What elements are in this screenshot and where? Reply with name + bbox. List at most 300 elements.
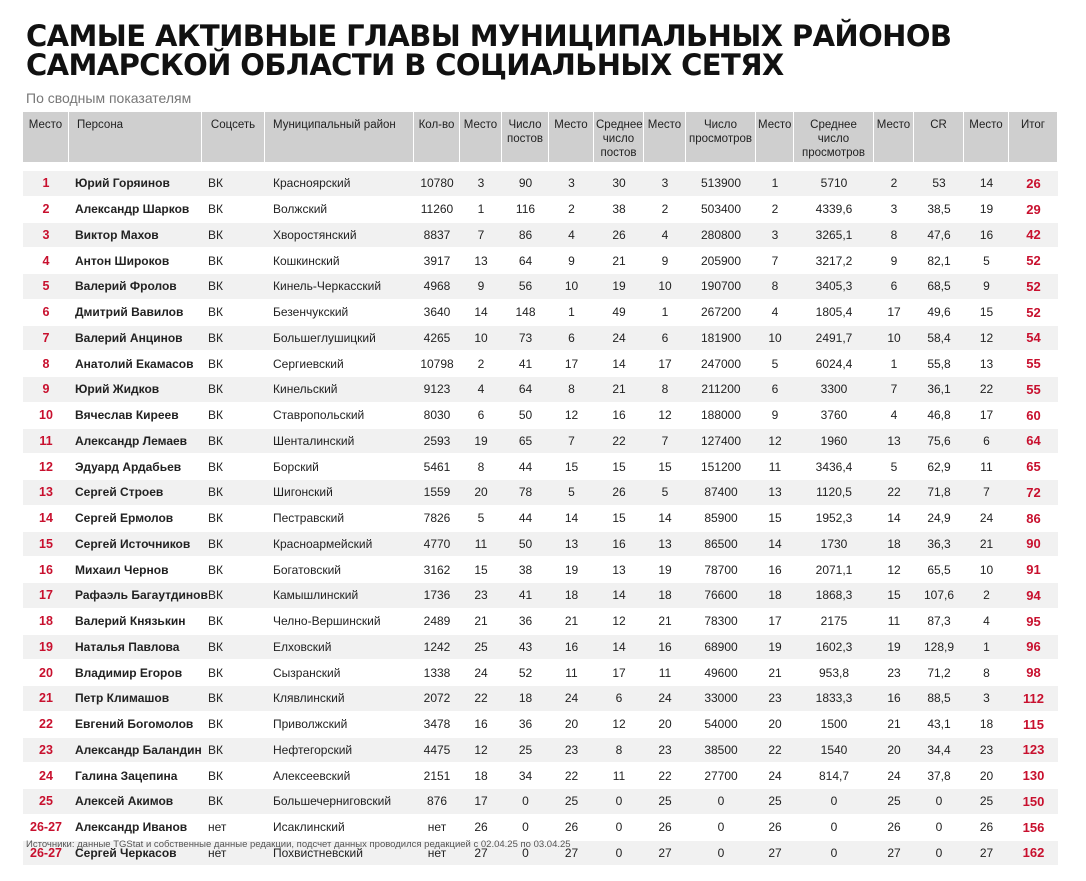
- cell-views: 87400: [686, 480, 756, 506]
- cell-place-cr: 9: [964, 274, 1009, 300]
- cell-place-posts: 18: [549, 583, 594, 609]
- cell-avg-views: 1868,3: [794, 583, 874, 609]
- cell-place-posts: 19: [549, 557, 594, 583]
- cell-place-count: 8: [460, 454, 502, 480]
- cell-social-network: ВК: [202, 326, 265, 352]
- cell-place-cr: 24: [964, 506, 1009, 532]
- cell-social-network: ВК: [202, 532, 265, 558]
- cell-social-network: нет: [202, 841, 265, 867]
- cell-place-views: 27: [756, 841, 794, 867]
- header-views: Число просмотров: [686, 112, 756, 162]
- cell-district: Шенталинский: [265, 429, 414, 455]
- cell-avg-views: 1540: [794, 738, 874, 764]
- cell-place-count: 24: [460, 660, 502, 686]
- cell-place-views: 9: [756, 403, 794, 429]
- cell-place-cr: 1: [964, 635, 1009, 661]
- cell-avg-views: 3436,4: [794, 454, 874, 480]
- cell-count: 8030: [414, 403, 460, 429]
- cell-person: Юрий Жидков: [69, 377, 202, 403]
- cell-place: 17: [23, 583, 69, 609]
- cell-place-cr: 25: [964, 789, 1009, 815]
- cell-person: Александр Иванов: [69, 815, 202, 841]
- cell-place-count: 17: [460, 789, 502, 815]
- cell-avg-posts: 0: [594, 789, 644, 815]
- cell-place-views: 15: [756, 506, 794, 532]
- cell-cr: 71,2: [914, 660, 964, 686]
- cell-district: Камышлинский: [265, 583, 414, 609]
- cell-posts: 44: [502, 454, 549, 480]
- cell-posts: 65: [502, 429, 549, 455]
- table-row: [23, 454, 1058, 480]
- cell-social-network: ВК: [202, 763, 265, 789]
- table-row: [23, 738, 1058, 764]
- source-note: Источники: данные TGStat и собственные данные редакции, подсчет данных проводился редакцией с 02.04.25 по 03.04.25: [26, 839, 571, 850]
- cell-posts: 116: [502, 197, 549, 223]
- cell-place-cr: 18: [964, 712, 1009, 738]
- cell-avg-posts: 16: [594, 532, 644, 558]
- table-row: [23, 506, 1058, 532]
- cell-social-network: ВК: [202, 557, 265, 583]
- cell-cr: 62,9: [914, 454, 964, 480]
- cell-place-avg-posts: 13: [644, 532, 686, 558]
- page-title: [26, 19, 952, 82]
- cell-cr: 47,6: [914, 223, 964, 249]
- cell-place: 14: [23, 506, 69, 532]
- cell-place-views: 3: [756, 223, 794, 249]
- cell-total: 64: [1009, 429, 1058, 455]
- cell-views: 0: [686, 789, 756, 815]
- cell-place: 3: [23, 223, 69, 249]
- cell-place-avg-views: 19: [874, 635, 914, 661]
- cell-person: Евгений Богомолов: [69, 712, 202, 738]
- cell-cr: 128,9: [914, 635, 964, 661]
- cell-views: 127400: [686, 429, 756, 455]
- cell-person: Сергей Строев: [69, 480, 202, 506]
- cell-avg-posts: 21: [594, 248, 644, 274]
- cell-count: 876: [414, 789, 460, 815]
- cell-place-cr: 6: [964, 429, 1009, 455]
- cell-avg-views: 2071,1: [794, 557, 874, 583]
- cell-place-views: 14: [756, 532, 794, 558]
- cell-count: 3162: [414, 557, 460, 583]
- cell-total: 130: [1009, 763, 1058, 789]
- cell-posts: 78: [502, 480, 549, 506]
- cell-cr: 38,5: [914, 197, 964, 223]
- cell-avg-views: 1952,3: [794, 506, 874, 532]
- cell-social-network: ВК: [202, 274, 265, 300]
- header-avg-posts: Среднее число постов: [594, 112, 644, 162]
- cell-total: 26: [1009, 171, 1058, 197]
- cell-person: Наталья Павлова: [69, 635, 202, 661]
- cell-avg-posts: 21: [594, 377, 644, 403]
- cell-total: 54: [1009, 326, 1058, 352]
- cell-posts: 43: [502, 635, 549, 661]
- table-row: [23, 197, 1058, 223]
- cell-place-count: 19: [460, 429, 502, 455]
- cell-social-network: ВК: [202, 171, 265, 197]
- cell-views: 76600: [686, 583, 756, 609]
- cell-social-network: ВК: [202, 686, 265, 712]
- cell-place-avg-views: 20: [874, 738, 914, 764]
- header-social-network: Соцсеть: [202, 112, 265, 162]
- cell-person: Виктор Махов: [69, 223, 202, 249]
- cell-place-cr: 12: [964, 326, 1009, 352]
- cell-social-network: ВК: [202, 454, 265, 480]
- cell-place-avg-views: 25: [874, 789, 914, 815]
- cell-place-views: 12: [756, 429, 794, 455]
- cell-place-posts: 21: [549, 609, 594, 635]
- cell-posts: 0: [502, 789, 549, 815]
- cell-total: 162: [1009, 841, 1058, 867]
- cell-avg-views: 1500: [794, 712, 874, 738]
- cell-avg-views: 1730: [794, 532, 874, 558]
- cell-place-avg-posts: 16: [644, 635, 686, 661]
- cell-total: 52: [1009, 274, 1058, 300]
- header-place-posts: Место: [549, 112, 594, 162]
- cell-place-count: 20: [460, 480, 502, 506]
- cell-avg-posts: 19: [594, 274, 644, 300]
- cell-count: 4475: [414, 738, 460, 764]
- table-row: [23, 635, 1058, 661]
- cell-place: 10: [23, 403, 69, 429]
- cell-count: 7826: [414, 506, 460, 532]
- cell-views: 513900: [686, 171, 756, 197]
- cell-total: 55: [1009, 351, 1058, 377]
- cell-place-avg-posts: 19: [644, 557, 686, 583]
- cell-count: 2489: [414, 609, 460, 635]
- cell-place-avg-posts: 4: [644, 223, 686, 249]
- cell-place-posts: 27: [549, 841, 594, 867]
- cell-total: 156: [1009, 815, 1058, 841]
- cell-count: 9123: [414, 377, 460, 403]
- cell-place: 21: [23, 686, 69, 712]
- cell-person: Михаил Чернов: [69, 557, 202, 583]
- cell-avg-views: 953,8: [794, 660, 874, 686]
- cell-district: Ставропольский: [265, 403, 414, 429]
- cell-person: Галина Зацепина: [69, 763, 202, 789]
- cell-place: 26-27: [23, 841, 69, 867]
- cell-place-avg-posts: 24: [644, 686, 686, 712]
- cell-views: 0: [686, 841, 756, 867]
- cell-place-count: 26: [460, 815, 502, 841]
- cell-avg-posts: 17: [594, 660, 644, 686]
- cell-avg-posts: 26: [594, 223, 644, 249]
- cell-district: Борский: [265, 454, 414, 480]
- cell-person: Дмитрий Вавилов: [69, 300, 202, 326]
- cell-cr: 46,8: [914, 403, 964, 429]
- cell-place: 18: [23, 609, 69, 635]
- cell-place-avg-posts: 14: [644, 506, 686, 532]
- cell-posts: 148: [502, 300, 549, 326]
- table-row: [23, 532, 1058, 558]
- cell-place-views: 8: [756, 274, 794, 300]
- cell-place: 26-27: [23, 815, 69, 841]
- cell-district: Приволжский: [265, 712, 414, 738]
- cell-total: 115: [1009, 712, 1058, 738]
- cell-place-cr: 17: [964, 403, 1009, 429]
- cell-person: Валерий Князькин: [69, 609, 202, 635]
- cell-avg-posts: 13: [594, 557, 644, 583]
- cell-place: 12: [23, 454, 69, 480]
- cell-avg-posts: 16: [594, 403, 644, 429]
- cell-place-views: 26: [756, 815, 794, 841]
- cell-avg-posts: 30: [594, 171, 644, 197]
- cell-district: Хворостянский: [265, 223, 414, 249]
- cell-views: 188000: [686, 403, 756, 429]
- cell-place-posts: 17: [549, 351, 594, 377]
- header-posts: Число постов: [502, 112, 549, 162]
- cell-place-avg-posts: 1: [644, 300, 686, 326]
- cell-place-posts: 8: [549, 377, 594, 403]
- cell-views: 33000: [686, 686, 756, 712]
- cell-person: Эдуард Ардабьев: [69, 454, 202, 480]
- cell-cr: 107,6: [914, 583, 964, 609]
- header-place-avg-views: Место: [874, 112, 914, 162]
- cell-place-views: 24: [756, 763, 794, 789]
- cell-social-network: ВК: [202, 429, 265, 455]
- cell-count: нет: [414, 841, 460, 867]
- cell-social-network: ВК: [202, 300, 265, 326]
- cell-count: 5461: [414, 454, 460, 480]
- cell-place: 13: [23, 480, 69, 506]
- cell-place-posts: 16: [549, 635, 594, 661]
- cell-district: Сызранский: [265, 660, 414, 686]
- cell-place-avg-views: 5: [874, 454, 914, 480]
- cell-place-cr: 19: [964, 197, 1009, 223]
- cell-place-count: 2: [460, 351, 502, 377]
- cell-place-cr: 5: [964, 248, 1009, 274]
- cell-total: 123: [1009, 738, 1058, 764]
- cell-place: 7: [23, 326, 69, 352]
- cell-place-cr: 26: [964, 815, 1009, 841]
- cell-views: 247000: [686, 351, 756, 377]
- cell-place-count: 3: [460, 171, 502, 197]
- cell-district: Безенчукский: [265, 300, 414, 326]
- cell-place-views: 7: [756, 248, 794, 274]
- cell-posts: 73: [502, 326, 549, 352]
- cell-count: 10798: [414, 351, 460, 377]
- cell-place-avg-views: 7: [874, 377, 914, 403]
- cell-posts: 64: [502, 377, 549, 403]
- cell-cr: 53: [914, 171, 964, 197]
- cell-place: 5: [23, 274, 69, 300]
- cell-posts: 41: [502, 583, 549, 609]
- cell-total: 96: [1009, 635, 1058, 661]
- subtitle: По сводным показателям: [26, 90, 192, 106]
- cell-place-posts: 6: [549, 326, 594, 352]
- cell-views: 190700: [686, 274, 756, 300]
- cell-place-avg-views: 9: [874, 248, 914, 274]
- cell-total: 90: [1009, 532, 1058, 558]
- cell-total: 52: [1009, 300, 1058, 326]
- cell-posts: 36: [502, 712, 549, 738]
- cell-place-count: 18: [460, 763, 502, 789]
- cell-social-network: ВК: [202, 789, 265, 815]
- cell-avg-views: 3760: [794, 403, 874, 429]
- cell-total: 91: [1009, 557, 1058, 583]
- cell-avg-views: 3405,3: [794, 274, 874, 300]
- cell-person: Анатолий Екамасов: [69, 351, 202, 377]
- cell-place-cr: 7: [964, 480, 1009, 506]
- cell-place-count: 13: [460, 248, 502, 274]
- cell-count: 10780: [414, 171, 460, 197]
- cell-place-cr: 21: [964, 532, 1009, 558]
- cell-person: Юрий Горяинов: [69, 171, 202, 197]
- cell-place-avg-views: 18: [874, 532, 914, 558]
- cell-district: Большеглушицкий: [265, 326, 414, 352]
- cell-views: 78700: [686, 557, 756, 583]
- cell-district: Челно-Вершинский: [265, 609, 414, 635]
- cell-place-avg-posts: 6: [644, 326, 686, 352]
- cell-place-count: 7: [460, 223, 502, 249]
- cell-total: 29: [1009, 197, 1058, 223]
- cell-district: Шигонский: [265, 480, 414, 506]
- cell-place-count: 6: [460, 403, 502, 429]
- cell-place-views: 21: [756, 660, 794, 686]
- cell-place-count: 25: [460, 635, 502, 661]
- cell-count: 2151: [414, 763, 460, 789]
- cell-views: 85900: [686, 506, 756, 532]
- cell-place-cr: 13: [964, 351, 1009, 377]
- cell-place-views: 6: [756, 377, 794, 403]
- cell-count: 8837: [414, 223, 460, 249]
- cell-place: 1: [23, 171, 69, 197]
- cell-place-count: 11: [460, 532, 502, 558]
- cell-place-views: 5: [756, 351, 794, 377]
- cell-place-cr: 11: [964, 454, 1009, 480]
- cell-place-views: 25: [756, 789, 794, 815]
- cell-person: Сергей Источников: [69, 532, 202, 558]
- cell-person: Петр Климашов: [69, 686, 202, 712]
- cell-place: 22: [23, 712, 69, 738]
- cell-social-network: ВК: [202, 403, 265, 429]
- cell-avg-views: 2175: [794, 609, 874, 635]
- cell-place-avg-posts: 18: [644, 583, 686, 609]
- cell-district: Большечерниговский: [265, 789, 414, 815]
- cell-avg-views: 1120,5: [794, 480, 874, 506]
- table-row: [23, 300, 1058, 326]
- cell-avg-views: 4339,6: [794, 197, 874, 223]
- cell-posts: 18: [502, 686, 549, 712]
- cell-place-views: 11: [756, 454, 794, 480]
- cell-posts: 44: [502, 506, 549, 532]
- cell-count: 3640: [414, 300, 460, 326]
- cell-place-posts: 5: [549, 480, 594, 506]
- cell-place-posts: 14: [549, 506, 594, 532]
- cell-avg-posts: 11: [594, 763, 644, 789]
- cell-avg-posts: 15: [594, 454, 644, 480]
- cell-posts: 52: [502, 660, 549, 686]
- cell-avg-posts: 26: [594, 480, 644, 506]
- title-line-2: САМАРСКОЙ ОБЛАСТИ В СОЦИАЛЬНЫХ СЕТЯХ: [26, 48, 784, 82]
- cell-place-avg-posts: 8: [644, 377, 686, 403]
- cell-person: Сергей Черкасов: [69, 841, 202, 867]
- cell-district: Исаклинский: [265, 815, 414, 841]
- cell-place-avg-posts: 27: [644, 841, 686, 867]
- cell-person: Антон Широков: [69, 248, 202, 274]
- cell-total: 98: [1009, 660, 1058, 686]
- cell-place-avg-posts: 12: [644, 403, 686, 429]
- cell-place-posts: 9: [549, 248, 594, 274]
- cell-place: 9: [23, 377, 69, 403]
- cell-place-posts: 13: [549, 532, 594, 558]
- cell-place-cr: 20: [964, 763, 1009, 789]
- cell-avg-views: 2491,7: [794, 326, 874, 352]
- cell-place: 6: [23, 300, 69, 326]
- cell-avg-views: 1833,3: [794, 686, 874, 712]
- cell-place: 24: [23, 763, 69, 789]
- cell-place-posts: 7: [549, 429, 594, 455]
- cell-avg-views: 6024,4: [794, 351, 874, 377]
- cell-count: 3478: [414, 712, 460, 738]
- cell-avg-posts: 6: [594, 686, 644, 712]
- cell-place-avg-posts: 20: [644, 712, 686, 738]
- cell-cr: 65,5: [914, 557, 964, 583]
- cell-cr: 34,4: [914, 738, 964, 764]
- cell-place-posts: 1: [549, 300, 594, 326]
- table-row: [23, 171, 1058, 197]
- cell-place: 8: [23, 351, 69, 377]
- cell-views: 54000: [686, 712, 756, 738]
- cell-views: 38500: [686, 738, 756, 764]
- cell-place-count: 12: [460, 738, 502, 764]
- cell-place-avg-views: 15: [874, 583, 914, 609]
- cell-views: 0: [686, 815, 756, 841]
- cell-avg-views: 1805,4: [794, 300, 874, 326]
- cell-cr: 49,6: [914, 300, 964, 326]
- cell-count: 1242: [414, 635, 460, 661]
- cell-place-cr: 10: [964, 557, 1009, 583]
- cell-count: 2593: [414, 429, 460, 455]
- cell-posts: 56: [502, 274, 549, 300]
- cell-place-avg-views: 3: [874, 197, 914, 223]
- table-row: [23, 660, 1058, 686]
- cell-place-views: 13: [756, 480, 794, 506]
- cell-place-avg-posts: 23: [644, 738, 686, 764]
- cell-district: Кинель-Черкасский: [265, 274, 414, 300]
- cell-place-views: 23: [756, 686, 794, 712]
- cell-place-cr: 23: [964, 738, 1009, 764]
- cell-district: Сергиевский: [265, 351, 414, 377]
- cell-cr: 0: [914, 815, 964, 841]
- table-row: [23, 789, 1058, 815]
- cell-count: 1736: [414, 583, 460, 609]
- cell-place: 15: [23, 532, 69, 558]
- cell-views: 86500: [686, 532, 756, 558]
- cell-district: Кошкинский: [265, 248, 414, 274]
- table-row: [23, 248, 1058, 274]
- cell-place-cr: 3: [964, 686, 1009, 712]
- cell-place-count: 9: [460, 274, 502, 300]
- cell-avg-posts: 14: [594, 351, 644, 377]
- cell-place-avg-views: 23: [874, 660, 914, 686]
- cell-district: Волжский: [265, 197, 414, 223]
- cell-place-cr: 4: [964, 609, 1009, 635]
- cell-social-network: ВК: [202, 635, 265, 661]
- table-row: [23, 712, 1058, 738]
- cell-place-avg-views: 6: [874, 274, 914, 300]
- cell-total: 52: [1009, 248, 1058, 274]
- cell-posts: 90: [502, 171, 549, 197]
- cell-place-count: 10: [460, 326, 502, 352]
- table-row: [23, 377, 1058, 403]
- cell-avg-views: 0: [794, 841, 874, 867]
- cell-place-posts: 23: [549, 738, 594, 764]
- cell-place: 20: [23, 660, 69, 686]
- cell-cr: 36,3: [914, 532, 964, 558]
- cell-cr: 43,1: [914, 712, 964, 738]
- cell-place-avg-posts: 3: [644, 171, 686, 197]
